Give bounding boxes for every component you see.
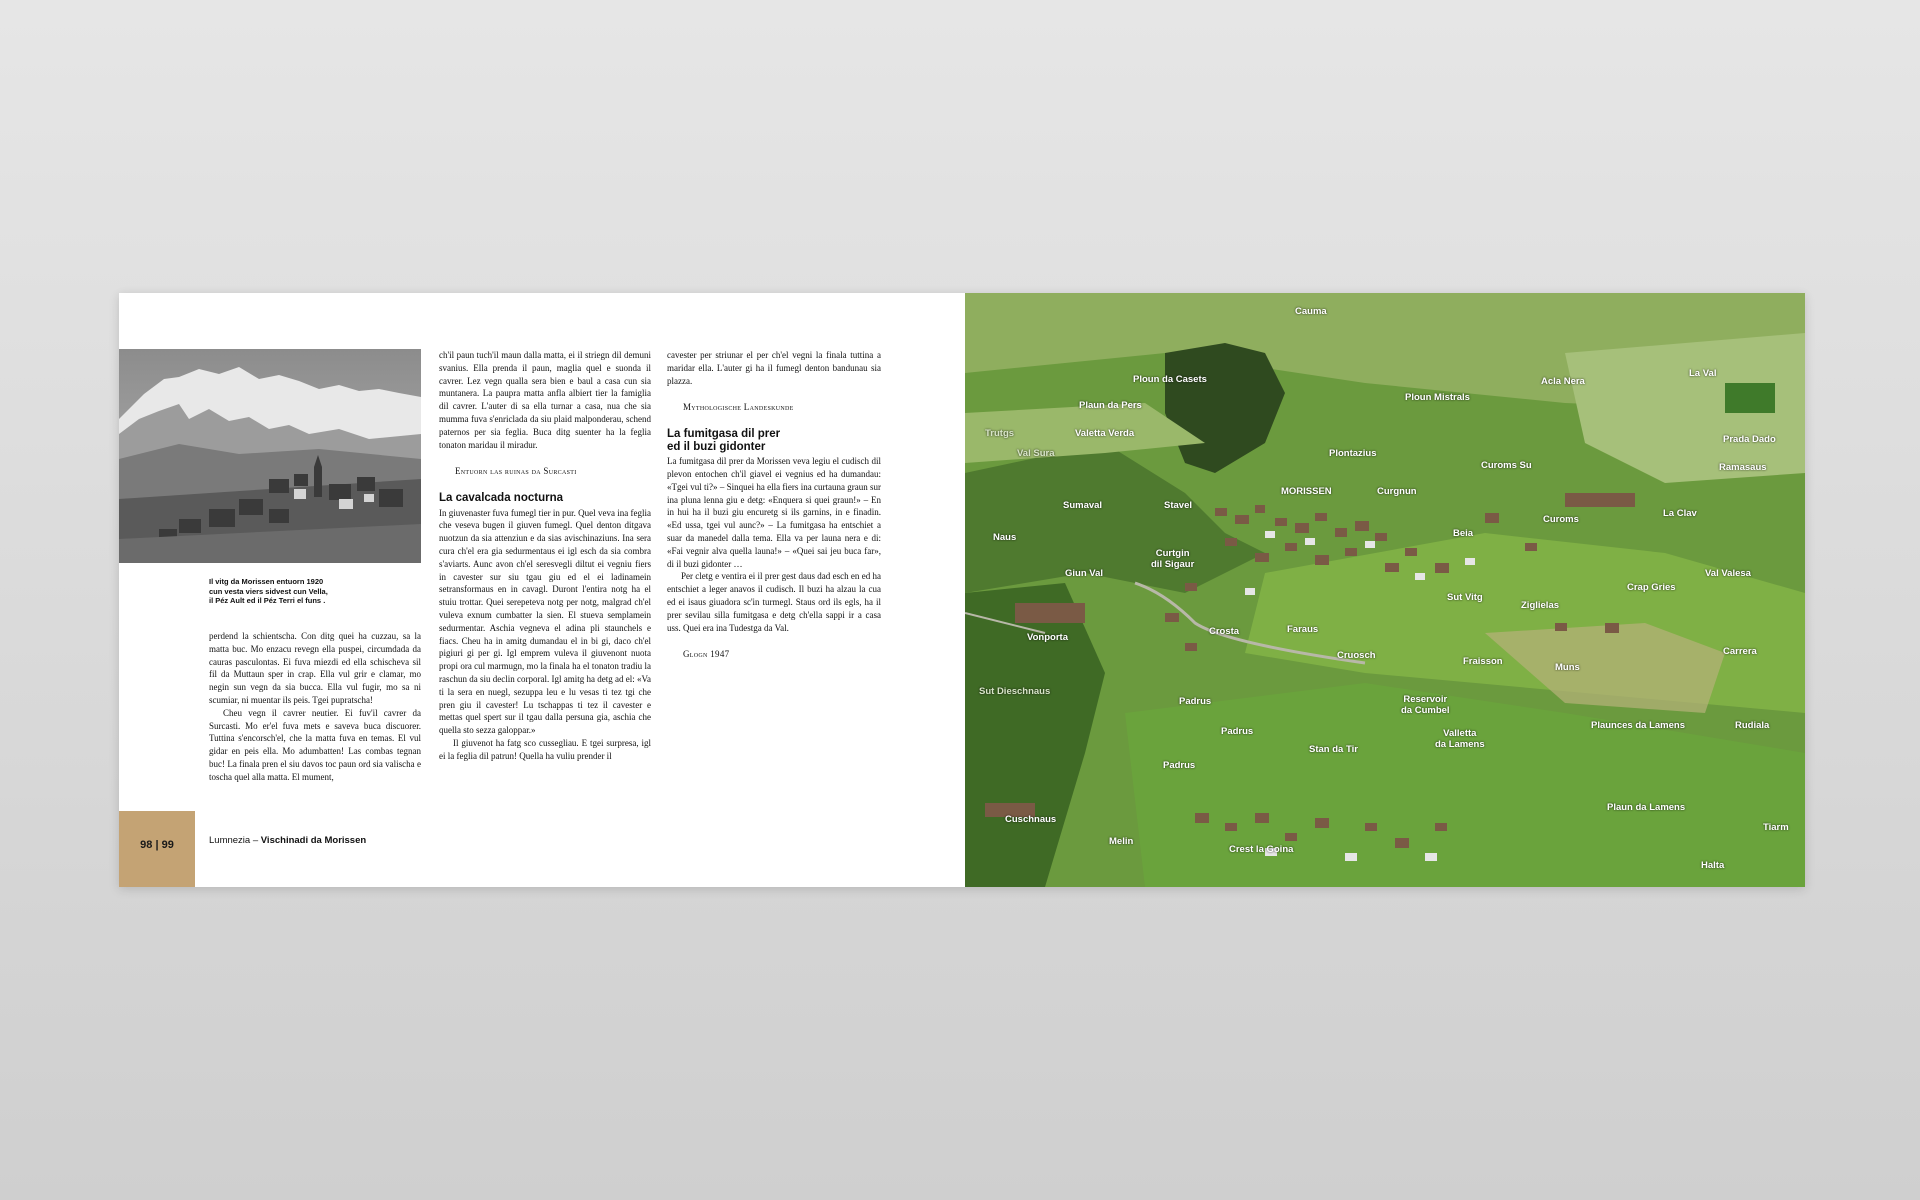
aerial-village-photo [965,293,1805,887]
map-label: Curoms [1543,514,1579,525]
map-label: Ziglielas [1521,600,1560,611]
map-label: MORISSEN [1281,486,1332,497]
map-label: Tiarm [1763,822,1789,833]
text-column-3 [667,349,881,675]
running-footer [209,835,366,846]
book-spread [119,293,1805,887]
section-heading: La fumitgasa dil prer ed il buzi gidonter [667,428,781,453]
map-label: Padrus [1221,726,1254,737]
map-label: Val Sura [1017,448,1055,459]
text-column-2 [439,349,651,763]
map-label: Curgnun [1377,486,1417,497]
map-label: Val Valesa [1705,568,1751,579]
map-label: Ramasaus [1719,462,1767,473]
map-label: Reservoir da Cumbel [1401,694,1450,716]
paragraph: In giuvenaster fuva fumegl tier in pur. Quel veva ina feglia che veseva bugen il giuven fumegl. Quel denton ditgava nuotzun da sia attenziun e da sias avischinaziuns. Ina sera cura ch'el era gia sedurmentaus ei igl esch da sia combra s'aviarts. Aunc avon ch'el seresvegli diltut ei vegniu fiers in cavester sur siu tgau giu ed el ei ladinamein setransformaus en in cavagl. Duront l'entira notg ha el stuiu trottar. Quei serepeteva notg per notg, malgrad ch'el vuleva exnum cumbatter la sien. El stueva semplamein sedurmentar. Aschia vegneva el adina pli staunchels e fiacs. Cheu ha in amitg dumandau el in bi gi, daco ch'el pigiuri gi per gi. Igl emprem vuleva il giuvenont nuota propi ora cul marmugn, mo la finala ha el tonaton tradiu la raschun da siu declin corporal. Igl amitg ha detg ad el: «Va ti la sera en nuegl, sezuppa leu e lu vesas ti tez tgi che pren giu il cavester! Lu tschappas ti tez il cavester e mettas quel spert sur il tgau dalla persuna gia, aschia che quella sto sezza galoppar.» [439,507,651,736]
map-label: Fraisson [1463,656,1503,667]
page-number-tab [119,811,195,887]
text-column-1 [209,630,421,784]
map-label: Prada Dado [1723,434,1776,445]
map-label: Curoms Su [1481,460,1532,471]
footer-title: Vischinadi da Morissen [260,835,367,846]
paragraph: Il giuvenot ha fatg sco cussegliau. E tgei surpresa, igl ei la feglia dil patrun! Quella ha vuliu prender il [439,738,651,761]
footer-region: Lumnezia – [209,835,261,846]
map-label: Sut Vitg [1447,592,1483,603]
map-label: La Clav [1663,508,1697,519]
map-label: Ploun da Casets [1133,374,1207,385]
source-note: Entuorn las ruinas da Surcasti [455,466,577,477]
map-label: Stavel [1164,500,1192,511]
map-label: Stan da Tir [1309,744,1358,755]
map-label: Cruosch [1337,650,1376,661]
map-label: Vonporta [1027,632,1068,643]
map-label: Melin [1109,836,1134,847]
map-label: Giun Val [1065,568,1104,579]
map-label: Cuschnaus [1005,814,1057,825]
map-label: Carrera [1723,646,1757,657]
paragraph: Cheu vegn il cavrer neutier. Ei fuv'il cavrer da Surcasti. Mo er'el fuva mets e saveva buca discuorer. Tuttina s'encorsch'el, che la matta fuva en temas. El vul gidar en peis ella. Mo adumbatten! Las combas tegnan buc! La finala pren el siu davos toc paun ord sia valischa e toscha quel alla matta. El mument, [209,707,421,782]
paragraph: Per cletg e ventira ei il prer gest daus dad esch en ed ha entschiet a leger anavos il cudisch. Il buzi ha alzau la cua ed ei isaus giuadora sc'in turmegl. Staus ord ils egls, ha il prer sevilau silla fumitgasa e detg ch'ella sappi ir a casa uss. Quei era ina Tudestga da Val. [667,571,881,633]
map-label: Sut Dieschnaus [979,686,1051,697]
map-label: Plaun da Pers [1079,400,1142,411]
map-label: Plaun da Lamens [1607,802,1686,813]
map-label: Padrus [1179,696,1212,707]
map-label: Beia [1453,528,1474,539]
map-label: Faraus [1287,624,1319,635]
left-page [119,293,965,887]
map-label: Naus [993,532,1017,543]
map-label: Plaunces da Lamens [1591,720,1685,731]
map-label: La Val [1689,368,1717,379]
section-heading: La cavalcada nocturna [439,492,563,505]
source-note: Mythologische Landeskunde [683,402,794,413]
page-number: 98 | 99 [140,839,174,851]
map-label: Rudiala [1735,720,1770,731]
photo-caption: Il vitg da Morissen entuorn 1920 cun vesta viers sidvest cun Vella, il Péz Ault ed il Péz Terri el funs . [209,577,328,605]
map-label: Halta [1701,860,1725,871]
map-label: Sumaval [1063,500,1103,511]
map-label: Muns [1555,662,1580,673]
paragraph: perdend la schientscha. Con ditg quei ha cuzzau, sa la matta buc. Mo enzacu revegn ella puspei, circumdada da cauras pasculontas. Ei fuva miezdi ed ella schischeva sil fil da Muttaun sper in crap. Ella vul grir e clamar, mo negin sun vegn da sia bucca. Ella vul fugir, mo sa ni scumiar, ni muentar ils peis. Tgei pupratscha! [209,631,421,705]
map-label: Trutgs [985,428,1015,439]
map-label: Plontazius [1329,448,1377,459]
map-label: Padrus [1163,760,1196,771]
paragraph: La fumitgasa dil prer da Morissen veva legiu el cudisch dil plevon entochen ch'il giavel ei vegnius ed ha dumandau: «Tgei vul ti?» – Sinquei ha ella fiers ina curtauna graun sur ina pluna lenna giu e detg: «Enquera si quei graun!» – En in hui ha il buzi giu encuretg si ils garnins, in e finadin. «Ed ussa, tgei vul aunc?» – La fumitgasa ha entschiet a suar da manedel dalla tema. Ella va per launa nera e di: «Fai vegnir alva quella launa!» – «Quei sai jeu buca far», di il buzi gidonter … [667,456,881,569]
right-page [965,293,1805,887]
historic-village-photo [119,349,421,563]
map-label: Valletta da Lamens [1435,728,1485,750]
map-label: Acla Nera [1541,376,1585,387]
map-label: Crap Gries [1627,582,1676,593]
map-label: Crosta [1209,626,1240,637]
paragraph: cavester per striunar el per ch'el vegni la finala tuttina a maridar ella. L'auter gi ha il fumegl denton bandunau sia plazza. [667,350,881,386]
source-note: Glogn 1947 [683,649,730,660]
map-label: Curtgin dil Sigaur [1151,548,1195,570]
map-label: Crest la Goina [1229,844,1294,855]
map-label: Valetta Verda [1075,428,1135,439]
map-label: Cauma [1295,306,1327,317]
map-label: Ploun Mistrals [1405,392,1470,403]
paragraph: ch'il paun tuch'il maun dalla matta, ei il striegn dil demuni svanius. Ella prenda il paun, maglia quel e suonda il cavrer. Lez vegn qualla sera bien e baul a casa cun sia muntanera. La paupra matta anfla albiert tier la famiglia dil cavrer. L'auter di sa ella turnar a casa, nua che sia mumma fuva s'enriclada da siu plaid malponderau, schend paternos per sia feglia. Buca ditg suenter ha la feglia tonaton maridau il miradur. [439,350,651,450]
